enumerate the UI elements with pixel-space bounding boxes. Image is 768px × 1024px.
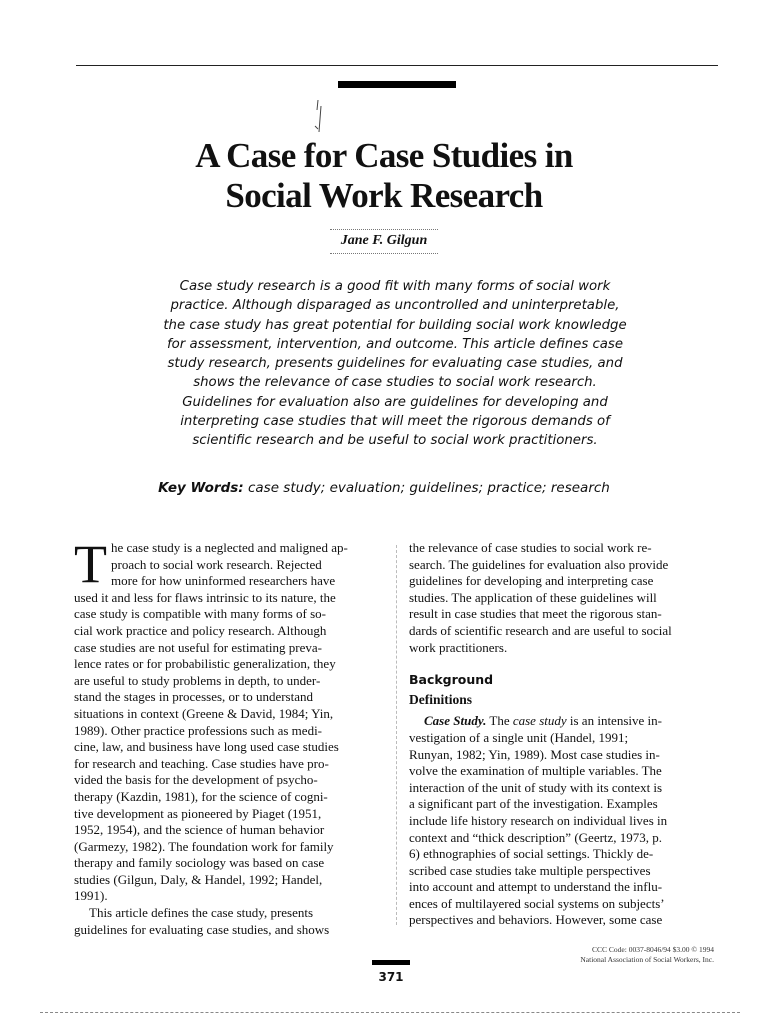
body-line: scribed case studies take multiple perspectives xyxy=(409,862,651,878)
body-line: the relevance of case studies to social work re- xyxy=(409,540,652,555)
body-line: guidelines for evaluating case studies, and shows xyxy=(74,921,330,937)
body-line: volve the examination of multiple variables. The xyxy=(409,763,662,779)
page-number: 371 xyxy=(378,970,404,984)
body-line: ences of multilayered social systems on subjects’ xyxy=(409,895,665,911)
body-line: lence rates or for probabilistic generalization, they xyxy=(74,656,336,672)
body-line: result in case studies that meet the rigorous stan- xyxy=(409,606,662,622)
abstract xyxy=(130,277,660,451)
body-line: into account and attempt to understand the influ- xyxy=(409,879,663,895)
body-column-left xyxy=(74,534,384,938)
body-line: 6) ethnographies of social settings. Thickly de- xyxy=(409,846,654,862)
body-line: case study is compatible with many forms of so- xyxy=(74,606,327,622)
body-line: a significant part of the investigation. Examples xyxy=(409,796,658,812)
page-number-bar xyxy=(372,960,410,965)
abstract-line: the case study has great potential for building social work knowledge xyxy=(163,317,627,333)
abstract-line: scientific research and be useful to social work practitioners. xyxy=(192,433,598,449)
body-line: 1989). Other practice professions such as medi- xyxy=(74,722,323,738)
body-line: perspectives and behaviors. However, some case xyxy=(409,912,663,928)
body-line: search. The guidelines for evaluation also provide xyxy=(409,556,669,572)
body-line: tive development as pioneered by Piaget (1951, xyxy=(74,805,322,821)
keywords-list: case study; evaluation; guidelines; practice; research xyxy=(247,480,610,496)
author-rule-bottom xyxy=(330,253,438,254)
abstract-line: for assessment, intervention, and outcome. This article defines case xyxy=(166,336,624,352)
body-line: for research and teaching. Case studies have pro- xyxy=(74,755,329,771)
abstract-line: shows the relevance of case studies to social work research. xyxy=(193,375,597,391)
body-line: are useful to study problems in depth, to under- xyxy=(74,672,321,688)
body-line: stand the stages in processes, or to understand xyxy=(74,689,314,705)
body-line: cial work practice and policy research. Although xyxy=(74,622,327,638)
copyright-line: National Association of Social Workers, Inc. xyxy=(580,955,714,964)
body-line: 1952, 1954), and the science of human behavior xyxy=(74,822,325,838)
body-line: therapy and family sociology was based on case xyxy=(74,855,325,871)
body-line: used it and less for flaws intrinsic to its nature, the xyxy=(74,589,336,605)
body-line: work practitioners. xyxy=(409,639,508,655)
body-line: studies (Gilgun, Daly, & Handel, 1992; Handel, xyxy=(74,871,323,887)
abstract-line: Guidelines for evaluation also are guidelines for developing and xyxy=(182,394,608,410)
body-line: (Garmezy, 1982). The foundation work for family xyxy=(74,838,334,854)
footer-rule xyxy=(40,1012,740,1013)
section-heading: Background xyxy=(409,672,494,688)
keywords-label: Key Words: xyxy=(158,480,244,496)
keywords xyxy=(0,480,768,496)
author-name: Jane F. Gilgun xyxy=(340,233,428,248)
abstract-line: practice. Although disparaged as uncontrolled and uninterpretable, xyxy=(170,298,620,314)
term-case-study: Case Study. xyxy=(424,713,487,729)
body-column-right xyxy=(409,540,715,929)
body-line: case studies are not useful for estimating preva- xyxy=(74,639,322,655)
body-text: is an intensive in- xyxy=(566,713,662,729)
abstract-line: Case study research is a good fit with many forms of social work xyxy=(179,279,611,294)
body-line: studies. The application of these guidelines will xyxy=(409,589,657,605)
article-title xyxy=(0,136,768,216)
body-text: The xyxy=(486,713,513,729)
body-line: guidelines for developing and interpreting case xyxy=(409,573,654,589)
drop-cap: T xyxy=(74,534,107,594)
body-line: include life history research on individual lives in xyxy=(409,812,668,828)
title-line-1: A Case for Case Studies in xyxy=(195,136,573,175)
body-line: context and “thick description” (Geertz, 1973, p. xyxy=(409,829,663,845)
column-divider xyxy=(396,545,397,925)
body-line: cine, law, and business have long used case studies xyxy=(74,739,339,755)
section-subheading: Definitions xyxy=(409,691,473,707)
body-line: vided the basis for the development of psycho- xyxy=(74,772,318,788)
body-line: dards of scientific research and are useful to social xyxy=(409,622,672,638)
copyright-notice xyxy=(580,945,714,965)
body-line: situations in context (Greene & David, 1984; Yin, xyxy=(74,705,334,721)
body-line: Runyan, 1982; Yin, 1989). Most case studies in- xyxy=(409,746,660,762)
handwritten-mark xyxy=(306,96,336,136)
title-accent-bar xyxy=(338,81,456,88)
abstract-line: study research, presents guidelines for evaluating case studies, and xyxy=(167,356,623,372)
body-line xyxy=(409,713,715,730)
body-line: interaction of the unit of study with its context is xyxy=(409,779,663,795)
body-line: vestigation of a single unit (Handel, 1991; xyxy=(409,729,629,745)
abstract-line: interpreting case studies that will meet the rigorous demands of xyxy=(180,414,610,430)
term-italic: case study xyxy=(512,713,567,729)
body-line: therapy (Kazdin, 1981), for the science of cogni- xyxy=(74,788,328,804)
body-line: This article defines the case study, presents xyxy=(89,905,314,921)
header-rule xyxy=(76,65,718,66)
body-line: more for how uninformed researchers have xyxy=(111,573,336,589)
copyright-line: CCC Code: 0037-8046/94 $3.00 © 1994 xyxy=(592,945,714,954)
title-line-2: Social Work Research xyxy=(225,176,543,215)
author-rule-top xyxy=(330,229,438,230)
body-line: 1991). xyxy=(74,888,108,904)
body-line: he case study is a neglected and maligned ap- xyxy=(111,540,348,555)
body-line: proach to social work research. Rejected xyxy=(111,556,322,572)
